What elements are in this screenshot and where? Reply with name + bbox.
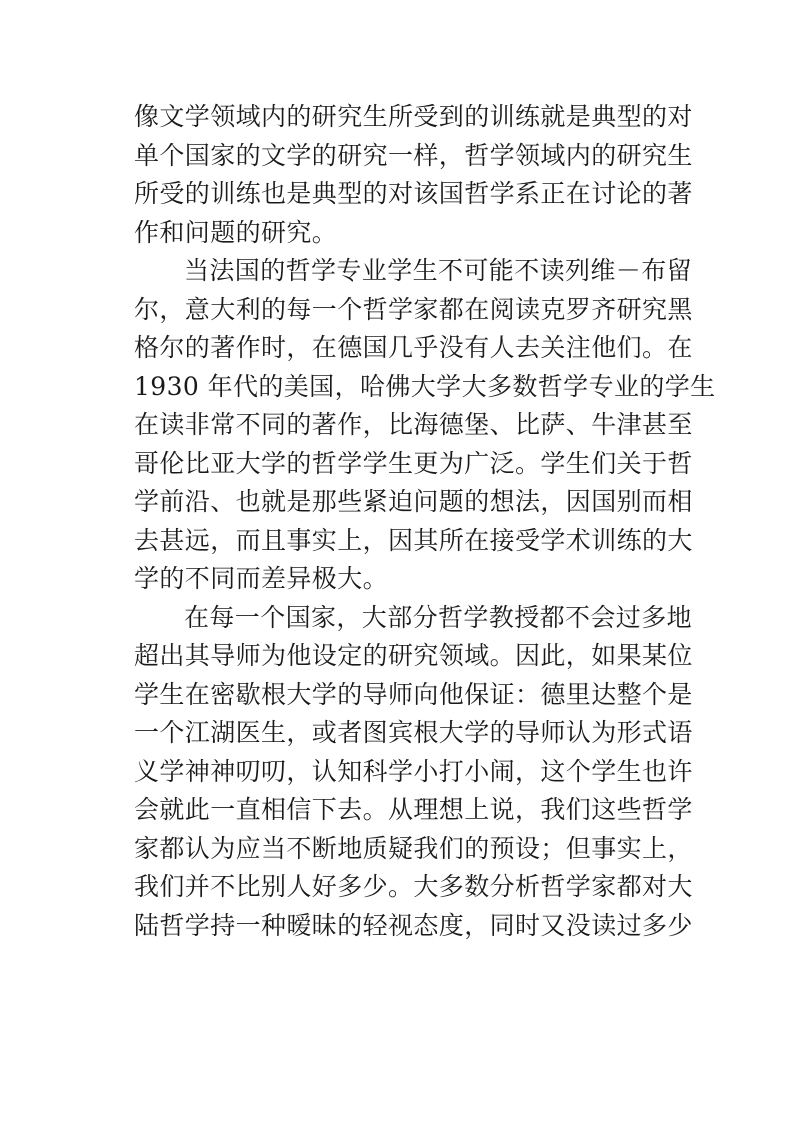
- paragraph-1-line-1: 像文学领域内的研究生所受到的训练就是典型的对: [134, 102, 693, 131]
- paragraph-2-line-5: 在读非常不同的著作，比海德堡、比萨、牛津甚至: [134, 410, 693, 439]
- paragraph-3-line-3: 学生在密歇根大学的导师向他保证：德里达整个是: [134, 679, 693, 709]
- paragraph-2-line-3: 格尔的著作时，在德国几乎没有人去关注他们。在: [134, 333, 693, 362]
- paragraph-2-line-6: 哥伦比亚大学的哲学学生更为广泛。学生们关于哲: [134, 448, 693, 478]
- body-text: [134, 98, 716, 945]
- paragraph-2-line-8: 去甚远，而且事实上，因其所在接受学术训练的大: [134, 525, 693, 555]
- paragraph-3-line-1: 在每一个国家，大部分哲学教授都不会过多地: [184, 602, 693, 632]
- paragraph-3-line-7: 家都认为应当不断地质疑我们的预设；但事实上，: [134, 833, 693, 863]
- paragraph-3-line-6: 会就此一直相信下去。从理想上说，我们这些哲学: [134, 795, 693, 824]
- paragraph-2-line-4: 1930 年代的美国，哈佛大学大多数哲学专业的学生: [134, 371, 716, 401]
- paragraph-1-line-4: 作和问题的研究。: [134, 217, 338, 247]
- paragraph-2-line-9: 学的不同而差异极大。: [134, 564, 389, 593]
- paragraph-3-line-5: 义学神神叨叨，认知科学小打小闹，这个学生也许: [134, 756, 693, 786]
- paragraph-1-line-3: 所受的训练也是典型的对该国哲学系正在讨论的著: [134, 179, 693, 208]
- paragraph-2-line-2: 尔，意大利的每一个哲学家都在阅读克罗齐研究黑: [134, 294, 693, 324]
- paragraph-3-line-9: 陆哲学持一种暧昧的轻视态度，同时又没读过多少: [134, 910, 693, 940]
- paragraph-3-line-8: 我们并不比别人好多少。大多数分析哲学家都对大: [134, 872, 693, 901]
- paragraph-2-line-1: 当法国的哲学专业学生不可能不读列维－布留: [184, 256, 693, 285]
- paragraph-3-line-4: 一个江湖医生，或者图宾根大学的导师认为形式语: [134, 718, 693, 747]
- paragraph-1-line-2: 单个国家的文学的研究一样，哲学领域内的研究生: [134, 140, 693, 170]
- paragraph-2-line-7: 学前沿、也就是那些紧迫问题的想法，因国别而相: [134, 487, 693, 516]
- paragraph-3-line-2: 超出其导师为他设定的研究领域。因此，如果某位: [134, 641, 693, 670]
